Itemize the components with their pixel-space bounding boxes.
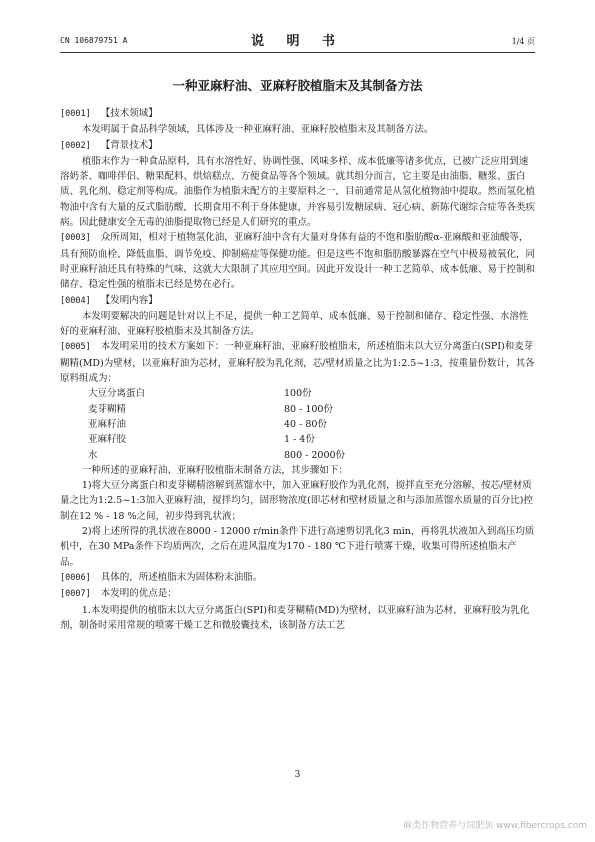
ingredient-table (88, 386, 345, 462)
method-intro: 一种所述的亚麻籽油、亚麻籽胶植脂末制备方法，其步骤如下： (81, 464, 348, 476)
paragraph (60, 138, 535, 154)
watermark: 麻类作物营养与饲肥加 www.fibercrops.com (403, 821, 587, 831)
paragraph-text: 众所周知，相对于植物氢化油，亚麻籽油中含有大量对身体有益的不饱和脂肪酸α-亚麻酸和亚油酸等，具有预防血栓、降低血脂、调节免疫、抑制癌症等保健功能。但是这些不饱和脂肪酸暴露在空气中极易被氧化，同时亚麻籽油还具有特殊的气味，这就大大限制了其应用空间。因此开发设计一种工艺简单、成本低廉、易于控制和储存、稳定性强的植脂末已经是势在必行。 (60, 232, 536, 291)
ingredient-name: 亚麻籽胶 (88, 434, 127, 446)
paragraph-number: [0002] (60, 140, 91, 151)
ingredient-amount: 1 - 4份 (284, 434, 315, 446)
ingredient-name: 亚麻籽油 (88, 418, 127, 430)
ingredient-row (88, 417, 345, 432)
paragraph-number: [0001] (60, 109, 91, 119)
paragraph-text: 本发明采用的技术方案如下：一种亚麻籽油、亚麻籽胶植脂末，所述植脂末以大豆分离蛋白(SPI)和麦芽糊精(MD)为壁材，以亚麻籽油为芯材，亚麻籽胶为乳化剂，芯/壁材质量之比为1:2.5~1:3，按重量份数计，其各原料组成为： (60, 341, 535, 385)
paragraph (60, 106, 535, 122)
ingredient-amount: 800 - 2000份 (284, 449, 346, 461)
paragraph (60, 293, 535, 309)
page-count: 1/4 页 (511, 37, 535, 46)
method-step-2: 2)将上述所得的乳状液在8000 - 12000 r/min条件下进行高速剪切乳化3 min，再将乳状液加入到高压均质机中，在30 MPa条件下均质两次，之后在进风温度为170 - 180 ℃下进行喷雾干燥，收集可得所述植脂末产品。 (60, 526, 535, 568)
paragraph (60, 230, 535, 292)
paragraph-number: [0003] (60, 233, 91, 244)
paragraph-number: [0006] (60, 572, 91, 583)
header-rule (60, 52, 535, 53)
ingredient-name: 大豆分离蛋白 (88, 388, 146, 400)
paragraph (60, 339, 535, 386)
paragraph (60, 586, 535, 602)
paragraph: 本发明要解决的问题是针对以上不足，提供一种工艺简单、成本低廉、易于控制和储存、稳定性强、水溶性好的亚麻籽油、亚麻籽胶植脂末及其制备方法。 (60, 310, 529, 338)
page-header (60, 30, 535, 48)
paragraph-text: 本发明的优点是： (100, 588, 177, 600)
ingredient-row (88, 386, 345, 401)
section-heading: 【发明内容】 (100, 294, 158, 306)
document-body (60, 106, 535, 633)
ingredient-name: 麦芽糊精 (88, 403, 127, 415)
ingredient-row (88, 432, 345, 447)
document-title: 一种亚麻籽油、亚麻籽胶植脂末及其制备方法 (172, 78, 423, 93)
patent-number: CN 106879751 A (60, 36, 128, 45)
section-heading: 【背景技术】 (100, 139, 158, 151)
ingredient-amount: 80 - 100份 (284, 403, 333, 415)
paragraph-number: [0004] (60, 295, 91, 306)
paragraph (60, 570, 535, 586)
section-heading: 【技术领域】 (100, 108, 158, 119)
page-number: 3 (294, 770, 301, 780)
document-type: 说 明 书 (250, 34, 345, 49)
paragraph: 植脂末作为一种食品原料，具有水溶性好、协调性强、风味多样、成本低廉等诸多优点，已被广泛应用到速溶奶茶、咖啡伴侣、糖果配料、烘焙糕点、方便食品等各个领域。就其组分而言，它主要是由油脂、糖浆、蛋白质、乳化剂、稳定剂等构成。油脂作为植脂末配方的主要原料之一，目前通常是从氢化植物油中提取。然而氢化植物油中含有大量的反式脂肪酸，长期食用不利于身体健康，并容易引发糖尿病、冠心病、新陈代谢综合症等各类疾病。因此健康安全无毒的油脂提取物已经是人们研究的重点。 (60, 155, 536, 229)
ingredient-amount: 40 - 80份 (284, 418, 327, 430)
ingredient-amount: 100份 (284, 388, 312, 400)
paragraph-text: 具体的，所述植脂末为固体粉末油脂。 (100, 571, 263, 583)
method-step-1: 1)将大豆分离蛋白和麦芽糊精溶解到蒸馏水中，加入亚麻籽胶作为乳化剂，搅拌直至充分溶解，按芯/壁材质量之比为1:2.5~1:3加入亚麻籽油，搅拌均匀，固形物浓度(即芯材和壁材质量之和与添加蒸馏水质量的百分比)控制在12 % - 18 %之间，初步得到乳状液； (60, 480, 534, 522)
paragraph: 本发明属于食品科学领域，具体涉及一种亚麻籽油、亚麻籽胶植脂末及其制备方法。 (81, 124, 434, 136)
ingredient-row (88, 448, 345, 463)
ingredient-row (88, 402, 345, 417)
paragraph-number: [0005] (60, 342, 91, 353)
ingredient-name: 水 (88, 449, 98, 461)
paragraph: 1.本发明提供的植脂末以大豆分离蛋白(SPI)和麦芽糊精(MD)为壁材，以亚麻籽油为芯材，亚麻籽胶为乳化剂，制备时采用常规的喷雾干燥工艺和微胶囊技术，该制备方法工艺 (60, 604, 530, 631)
paragraph-number: [0007] (60, 589, 91, 600)
